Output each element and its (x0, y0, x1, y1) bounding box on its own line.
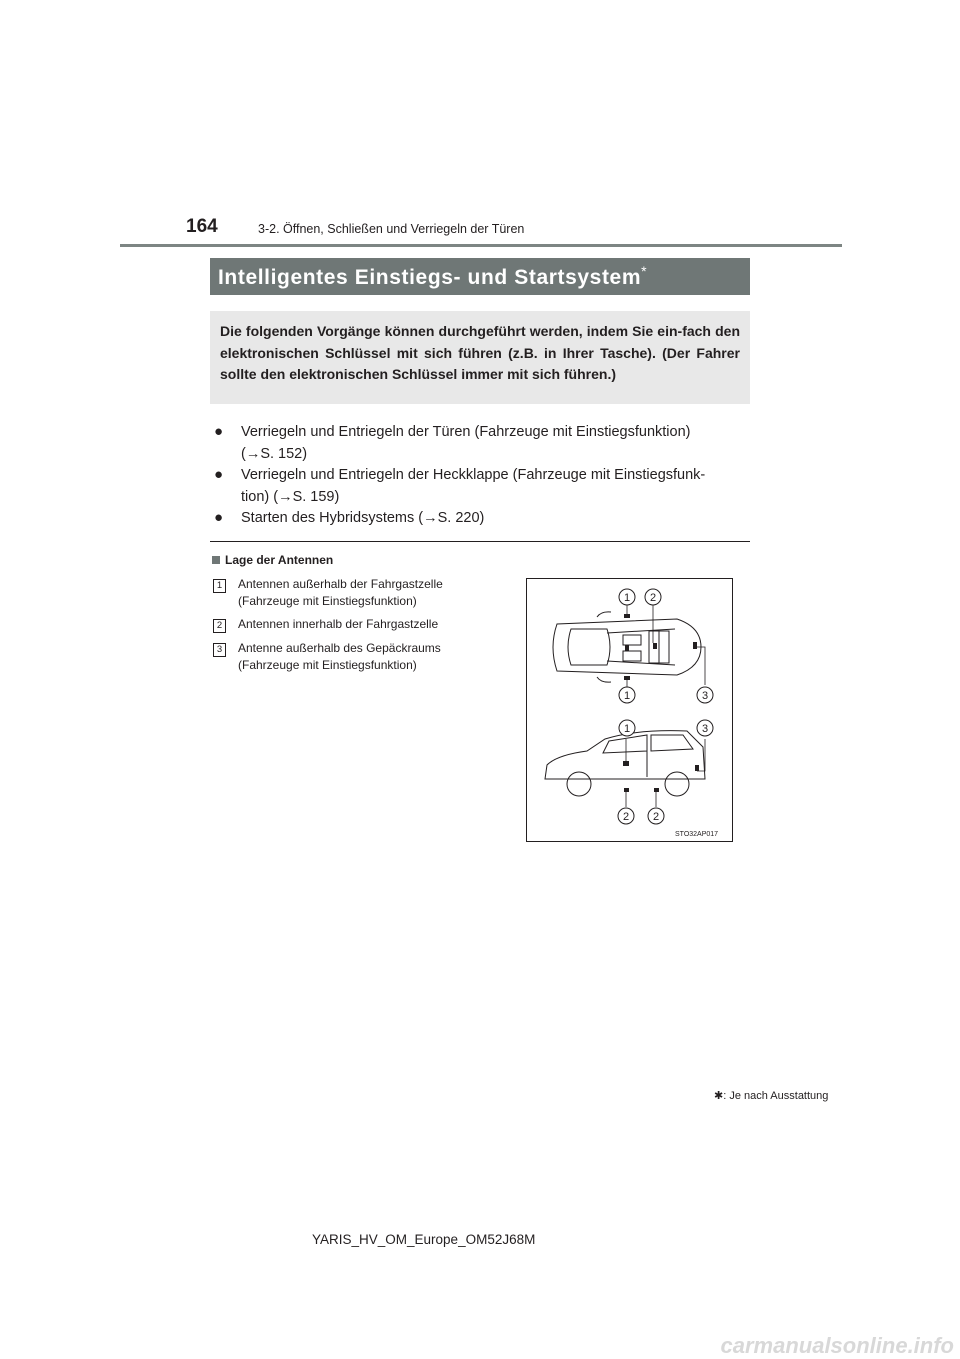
bullet-dot-icon: ● (214, 466, 224, 483)
document-footer: YARIS_HV_OM_Europe_OM52J68M (312, 1232, 536, 1247)
bullet-line: Verriegeln und Entriegeln der Heckklappe (Fahrzeuge mit Einstiegsfunk- (241, 467, 706, 483)
watermark (585, 1333, 960, 1358)
bullet-line: tion) (→S. 159) (241, 489, 340, 505)
callout-label: 1 (623, 723, 631, 735)
callout-label: 1 (623, 592, 631, 604)
page-number: 164 (186, 216, 218, 237)
antenna-item-line: Antennen außerhalb der Fahrgastzelle (238, 577, 443, 591)
square-bullet-icon (212, 556, 220, 564)
figure-code: STO32AP017 (675, 831, 719, 838)
antenna-item (238, 616, 506, 633)
antenna-item-line: Antennen innerhalb der Fahrgastzelle (238, 617, 439, 631)
section-path: 3-2. Öffnen, Schließen und Verriegeln der Türen (258, 222, 525, 236)
watermark-text: carmanualsonline.info (720, 1333, 954, 1358)
bullet-line: (→S. 152) (241, 446, 308, 462)
intro-text: Die folgenden Vorgänge können durchgeführt werden, indem Sie ein-fach den elektronischen Schlüssel mit sich führen (z.B. in Ihrer Tasche). (Der Fahrer sollte den elektronischen Schlüssel immer mit sich führen.) (220, 323, 740, 382)
intro-box (210, 311, 750, 404)
callout-label: 1 (623, 690, 631, 702)
title-asterisk: * (641, 263, 648, 279)
antenna-location-figure (526, 578, 733, 842)
callout-label: 3 (701, 723, 709, 735)
bullet-text (241, 421, 749, 465)
bullet-line: Verriegeln und Entriegeln der Türen (Fahrzeuge mit Einstiegsfunktion) (241, 424, 691, 440)
antenna-item-line: Antenne außerhalb des Gepäckraums (238, 641, 441, 655)
section-divider (210, 541, 750, 542)
item-number-badge: 1 (213, 579, 226, 593)
bullet-dot-icon: ● (214, 423, 224, 440)
bullet-text (241, 464, 749, 508)
item-number-badge: 3 (213, 643, 226, 657)
antenna-item (238, 576, 506, 610)
title-bar (210, 258, 750, 295)
page-title (218, 263, 647, 290)
bullet-dot-icon: ● (214, 509, 224, 526)
antenna-markers-side (623, 761, 699, 792)
item-number-badge: 2 (213, 619, 226, 633)
callout-label: 2 (622, 811, 630, 823)
footnote: ✱: Je nach Ausstattung (714, 1090, 829, 1102)
callout-label: 3 (701, 690, 709, 702)
car-diagram (527, 579, 732, 841)
bullet-text (241, 507, 749, 529)
callout-label: 2 (652, 811, 660, 823)
bullet-line: Starten des Hybridsystems (→S. 220) (241, 510, 485, 526)
antenna-item (238, 640, 506, 674)
subsection-heading-text: Lage der Antennen (225, 553, 334, 567)
callout-label: 2 (649, 592, 657, 604)
antenna-item-line: (Fahrzeuge mit Einstiegsfunktion) (238, 594, 417, 608)
subsection-heading (212, 553, 333, 567)
antenna-markers-top (624, 614, 697, 680)
antenna-item-line: (Fahrzeuge mit Einstiegsfunktion) (238, 658, 417, 672)
page-title-text: Intelligentes Einstiegs- und Startsystem (218, 266, 642, 289)
header-rule (120, 244, 842, 247)
